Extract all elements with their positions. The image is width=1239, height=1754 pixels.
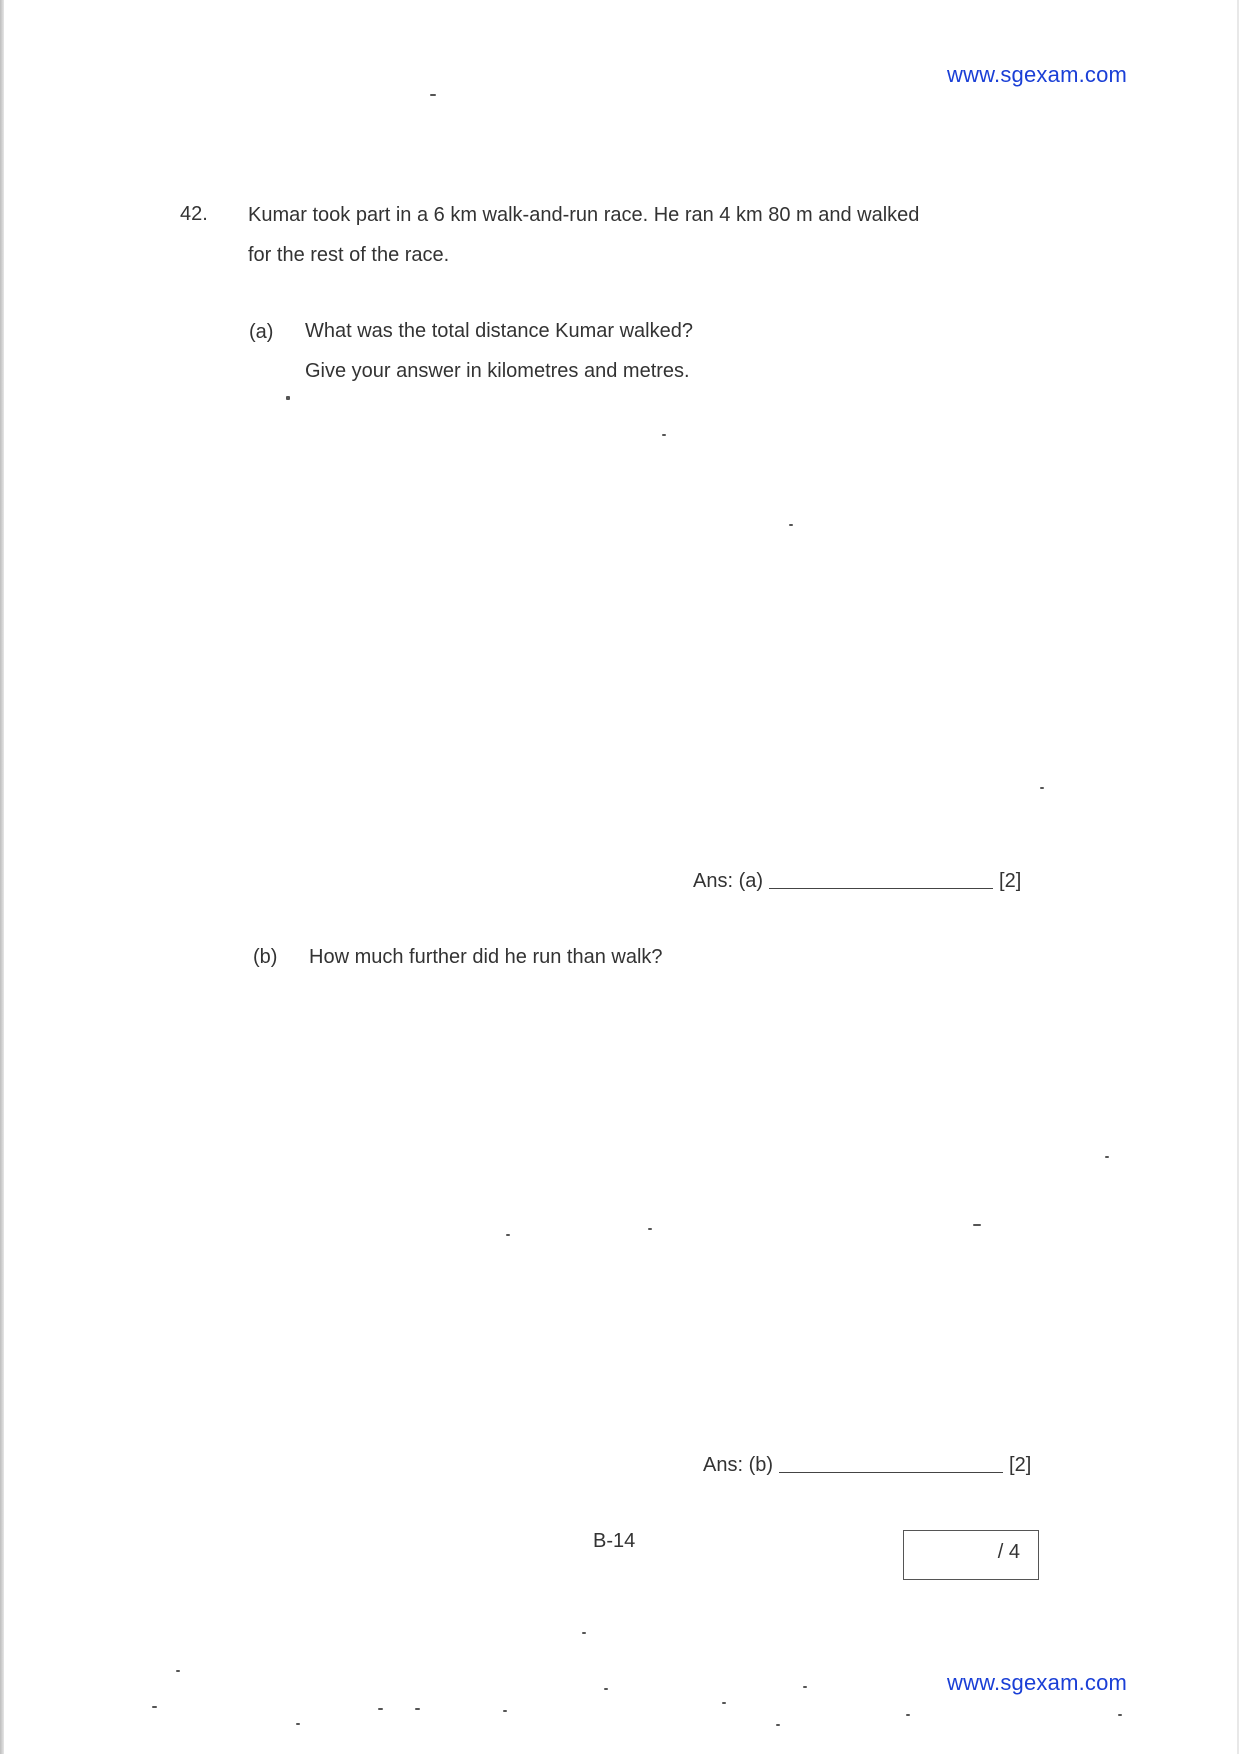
- part-a-question-line-1: What was the total distance Kumar walked?: [305, 320, 693, 342]
- scan-speck: [415, 1708, 420, 1710]
- scan-speck: [1105, 1156, 1109, 1158]
- question-text-line-2: for the rest of the race.: [248, 244, 450, 266]
- part-a-question-line-2: Give your answer in kilometres and metres.: [305, 360, 690, 382]
- part-b-label: (b): [253, 946, 278, 968]
- scan-speck: [906, 1714, 910, 1716]
- part-b-question: How much further did he run than walk?: [309, 946, 663, 968]
- scan-speck: [973, 1224, 981, 1226]
- answer-b-blank[interactable]: [779, 1452, 1003, 1473]
- scan-speck: [176, 1670, 180, 1672]
- scan-speck: [604, 1688, 608, 1690]
- scan-speck: [722, 1702, 726, 1704]
- scan-speck: [1118, 1714, 1122, 1716]
- question-text-line-1: Kumar took part in a 6 km walk-and-run race. He ran 4 km 80 m and walked: [248, 204, 920, 226]
- part-a-label: (a): [249, 321, 274, 343]
- answer-b-marks: [2]: [1009, 1454, 1032, 1476]
- scan-speck: [296, 1723, 300, 1725]
- answer-a-marks: [2]: [999, 870, 1022, 892]
- watermark-top: www.sgexam.com: [947, 62, 1128, 87]
- score-total: / 4: [997, 1541, 1020, 1563]
- scan-speck: [582, 1632, 586, 1634]
- answer-a-blank[interactable]: [769, 868, 993, 889]
- scan-speck: [662, 434, 666, 436]
- score-box[interactable]: [903, 1530, 1039, 1580]
- scan-speck: [506, 1234, 510, 1236]
- scan-speck: [1040, 787, 1044, 789]
- scan-speck: [503, 1710, 507, 1712]
- question-number: 42.: [180, 203, 208, 225]
- scan-speck: [776, 1724, 780, 1726]
- scan-speck: [378, 1708, 383, 1710]
- answer-a-row: [693, 868, 1021, 893]
- scan-speck: [286, 396, 290, 400]
- watermark-bottom: www.sgexam.com: [947, 1670, 1128, 1695]
- page-number: B-14: [593, 1530, 636, 1552]
- scan-speck: [803, 1686, 807, 1688]
- scan-speck: [430, 94, 436, 96]
- scan-speck: [152, 1706, 157, 1708]
- scan-speck: [648, 1228, 652, 1230]
- answer-b-row: [703, 1452, 1031, 1477]
- answer-a-label: Ans: (a): [693, 870, 764, 892]
- answer-b-label: Ans: (b): [703, 1454, 774, 1476]
- scan-edge: [0, 0, 4, 1754]
- scan-speck: [789, 524, 793, 526]
